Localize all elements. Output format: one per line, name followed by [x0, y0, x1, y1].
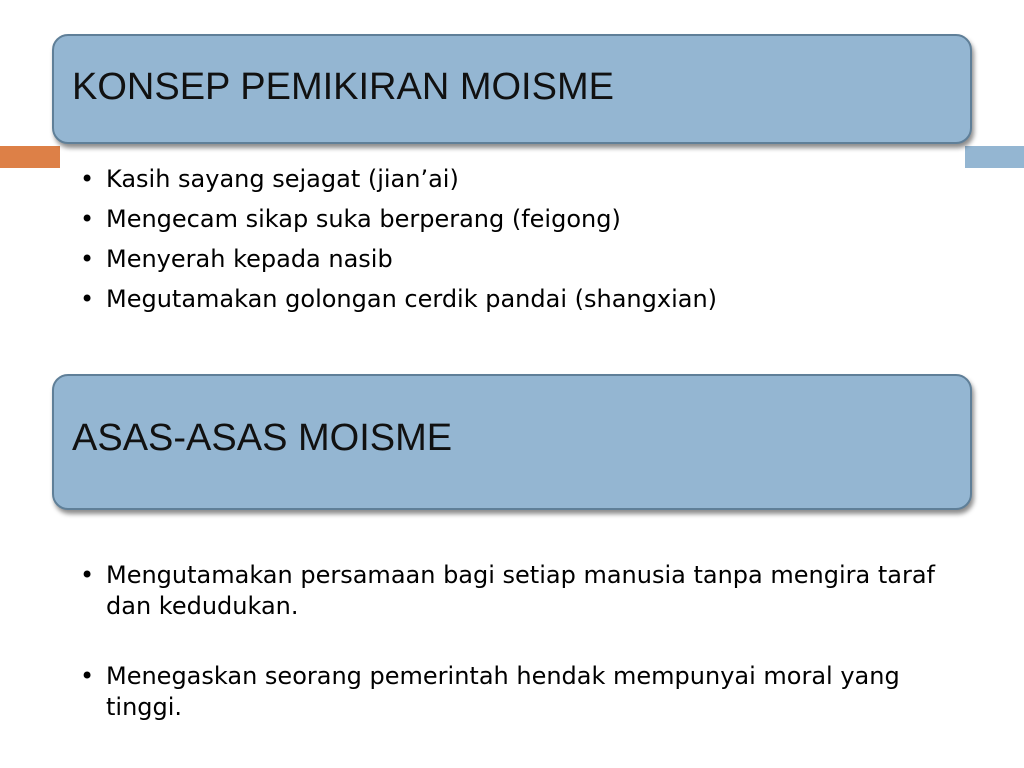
section2-bullet-1: • Mengutamakan persamaan bagi setiap manusia tanpa mengira taraf dan kedudukan.: [78, 560, 956, 622]
section1-bullet-2: • Mengecam sikap suka berperang (feigong): [78, 204, 978, 244]
accent-bar-left: [0, 146, 60, 168]
section2-bullet-list: [78, 560, 978, 762]
section1-bullet-4: • Megutamakan golongan cerdik pandai (shangxian): [78, 284, 978, 324]
section1-heading: KONSEP PEMIKIRAN MOISME: [72, 65, 614, 108]
section2-heading-box: [52, 374, 972, 510]
section1-bullet-list: [78, 164, 978, 324]
section1-bullet-3: • Menyerah kepada nasib: [78, 244, 978, 284]
section1-heading-box: [52, 34, 972, 144]
section2-bullet-2: • Menegaskan seorang pemerintah hendak mempunyai moral yang tinggi.: [78, 661, 956, 723]
section2-heading: ASAS-ASAS MOISME: [72, 416, 453, 459]
section1-bullet-1: • Kasih sayang sejagat (jian’ai): [78, 164, 978, 204]
